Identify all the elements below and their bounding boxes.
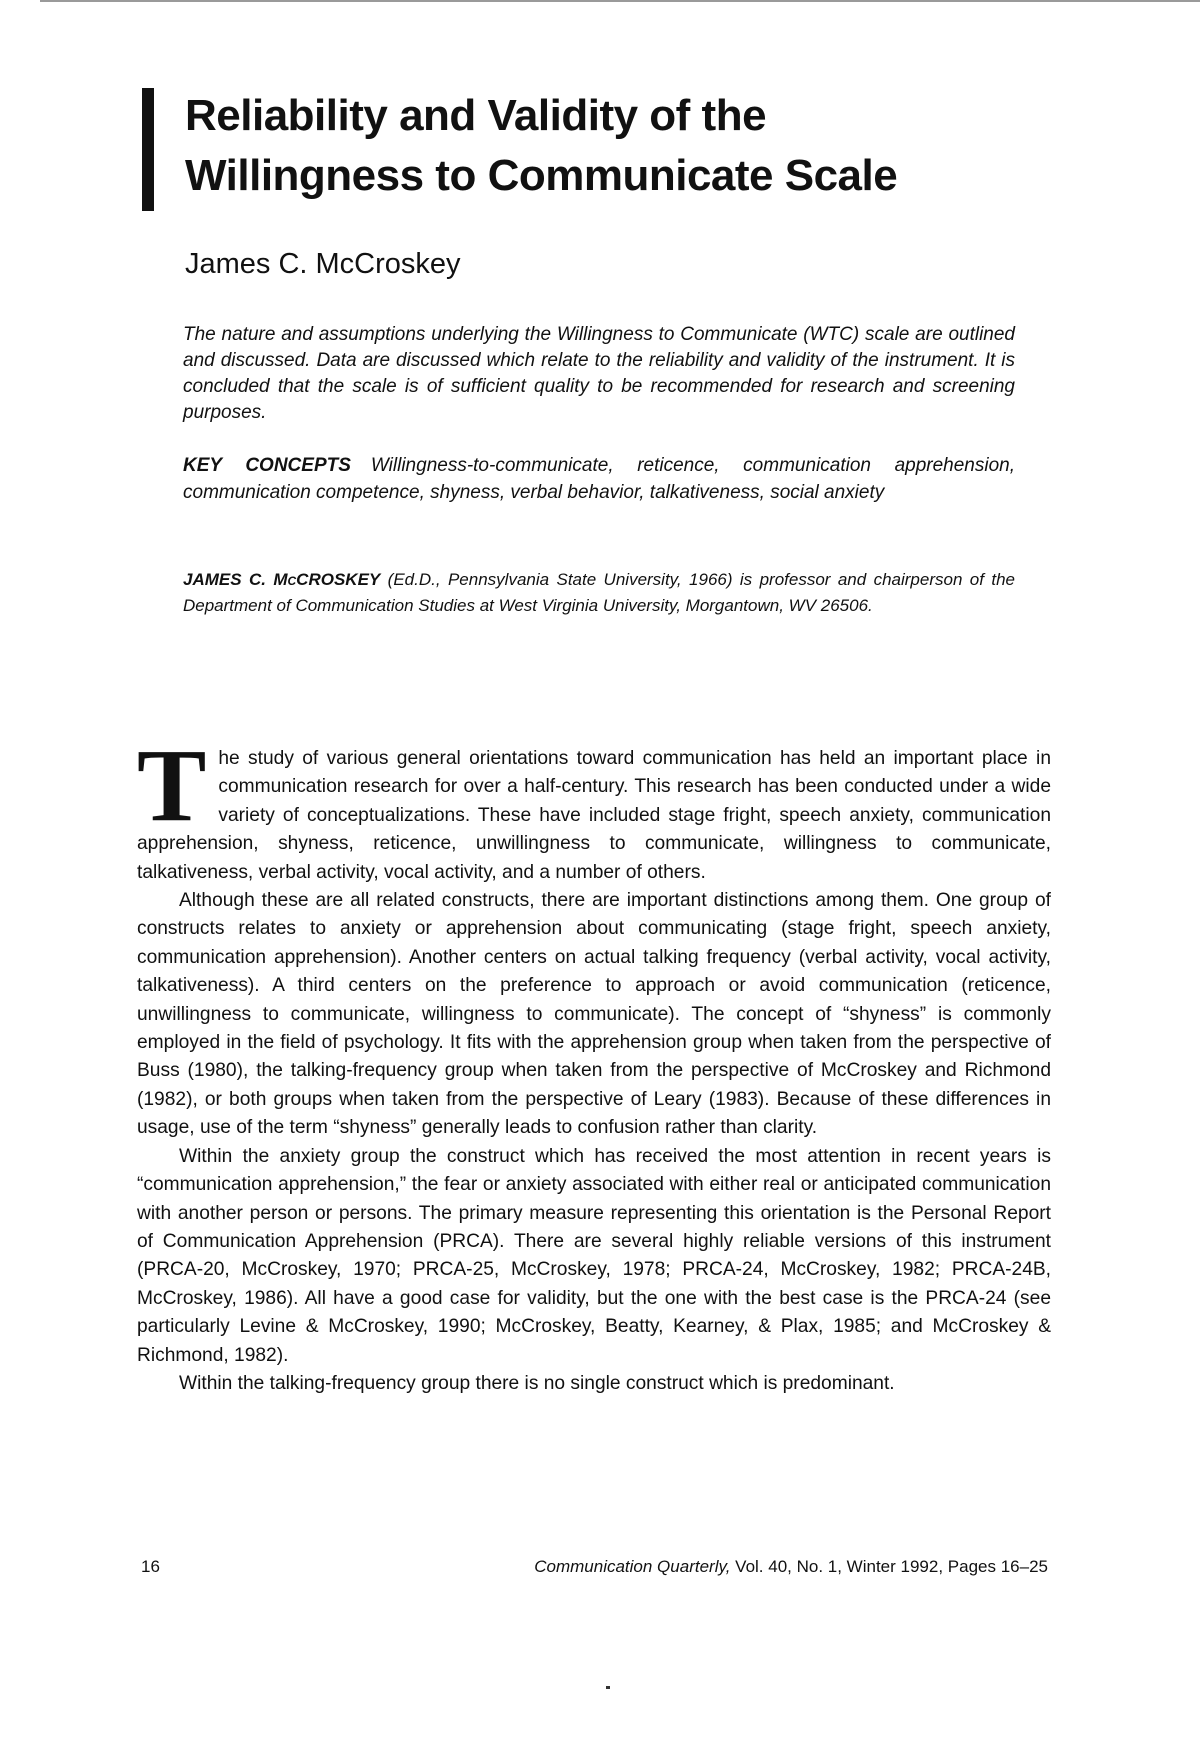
paragraph-1 [137, 728, 1051, 887]
bio-name: JAMES C. McCROSKEY [183, 570, 381, 589]
author-bio [183, 567, 1015, 619]
citation-details: Vol. 40, No. 1, Winter 1992, Pages 16–25 [735, 1557, 1048, 1576]
journal-citation [534, 1557, 1048, 1577]
paragraph-3: Within the anxiety group the construct which has received the most attention in recent years is “communication apprehension,” the fear or anxiety associated with either real or anticipated communication with another person or persons. The primary measure representing this orientation is the Personal Report of Communication Apprehension (PRCA). There are several highly reliable versions of this instrument (PRCA-20, McCroskey, 1970; PRCA-25, McCroskey, 1978; PRCA-24, McCroskey, 1982; PRCA-24B, McCroskey, 1986). All have a good case for validity, but the one with the best case is the PRCA-24 (see particularly Levine & McCroskey, 1990; McCroskey, Beatty, Kearney, & Plax, 1985; and McCroskey & Richmond, 1982). [137, 1145, 1051, 1366]
scan-mark [606, 1686, 610, 1689]
key-concepts-label: KEY CONCEPTS [183, 455, 351, 476]
journal-name: Communication Quarterly, [534, 1557, 731, 1576]
bio-text: (Ed.D., Pennsylvania State University, 1966) is professor and chairperson of the Department of Communication Studies at West Virginia University, Morgantown, WV 26506. [183, 570, 1016, 615]
top-rule [40, 0, 1200, 2]
paragraph-4: Within the talking-frequency group there is no single construct which is predominant. [179, 1372, 895, 1394]
author-name: James C. McCroskey [185, 248, 461, 280]
title-bar [142, 88, 154, 211]
key-concepts [183, 452, 1015, 506]
drop-cap: T [137, 728, 207, 843]
article-body [137, 728, 1051, 1398]
title-line-2: Willingness to Communicate Scale [185, 151, 898, 200]
paragraph-2: Although these are all related constructs, there are important distinctions among them. One group of constructs relates to anxiety or apprehension about communicating (stage fright, speech anxiety, communication apprehension). Another centers on actual talking frequency (verbal activity, vocal activity, talkativeness). A third centers on the preference to approach or avoid communication (reticence, unwillingness to communicate, willingness to communicate). The concept of “shyness” is commonly employed in the field of psychology. It fits with the apprehension group when taken from the perspective of Buss (1980), the talking-frequency group when taken from the perspective of McCroskey and Richmond (1982), or both groups when taken from the perspective of Leary (1983). Because of these differences in usage, use of the term “shyness” generally leads to confusion rather than clarity. [137, 890, 1051, 1139]
title-line-1: Reliability and Validity of the [185, 91, 767, 140]
abstract: The nature and assumptions underlying the Willingness to Communicate (WTC) scale are outlined and discussed. Data are discussed which relate to the reliability and validity of the instrument. It is concluded that the scale is of sufficient quality to be recommended for research and screening purposes. [183, 324, 1015, 423]
key-concepts-text: Willingness-to-communicate, reticence, communication apprehension, communication competence, shyness, verbal behavior, talkativeness, social anxiety [183, 455, 1015, 503]
paragraph-1-text: he study of various general orientations toward communication has held an important place in communication research for over a half-century. This research has been conducted under a wide variety of conceptualizations. These have included stage fright, speech anxiety, communication apprehension, shyness, reticence, unwillingness to communicate, willingness to communicate, talkativeness, verbal activity, vocal activity, and a number of others. [137, 748, 1051, 883]
article-title [185, 86, 897, 206]
page-number: 16 [141, 1557, 160, 1576]
